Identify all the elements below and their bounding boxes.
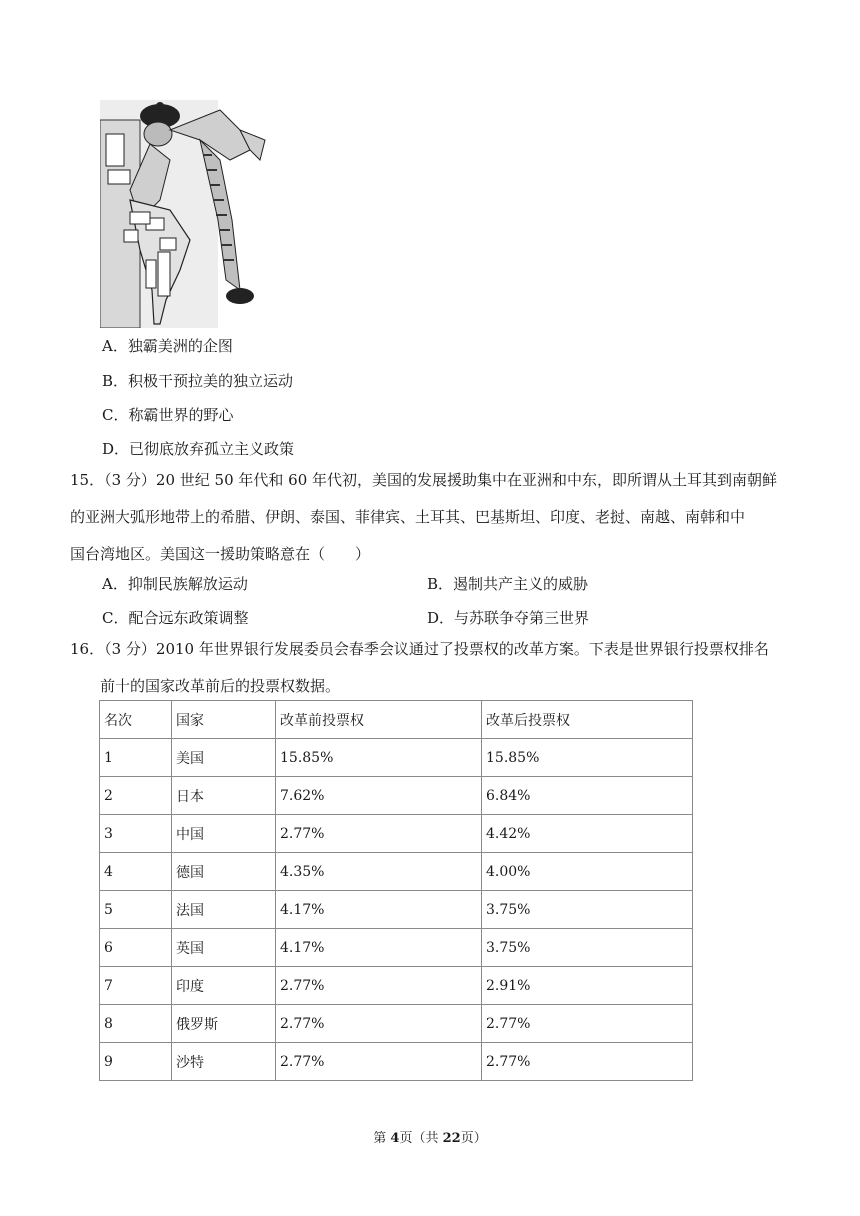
table-header-row (100, 701, 693, 739)
country-cell: 印度 (172, 967, 276, 1005)
rank-cell: 8 (100, 1005, 172, 1043)
table-row (100, 815, 693, 853)
after-cell: 2.77% (482, 1043, 693, 1081)
country-cell: 英国 (172, 929, 276, 967)
q14-option-a: A．独霸美洲的企图 (102, 337, 233, 355)
table-row (100, 891, 693, 929)
voting-rights-table (99, 700, 693, 1081)
table-row (100, 929, 693, 967)
before-cell: 4.17% (276, 929, 482, 967)
table-row (100, 1005, 693, 1043)
rank-cell: 2 (100, 777, 172, 815)
before-cell: 2.77% (276, 1005, 482, 1043)
q15-option-b: B．遏制共产主义的威胁 (427, 575, 589, 593)
footer-post: 页） (460, 1131, 487, 1146)
footer-pre: 第 (373, 1131, 391, 1146)
table-row (100, 1043, 693, 1081)
footer-total-pages: 22 (442, 1131, 461, 1146)
after-cell: 4.42% (482, 815, 693, 853)
after-cell: 3.75% (482, 929, 693, 967)
question-15 (70, 462, 780, 573)
after-cell: 15.85% (482, 739, 693, 777)
before-cell: 4.17% (276, 891, 482, 929)
table-row (100, 739, 693, 777)
rank-cell: 1 (100, 739, 172, 777)
before-cell: 15.85% (276, 739, 482, 777)
rank-cell: 3 (100, 815, 172, 853)
question-16 (70, 631, 780, 705)
rank-cell: 9 (100, 1043, 172, 1081)
rank-cell: 6 (100, 929, 172, 967)
before-cell: 2.77% (276, 815, 482, 853)
before-cell: 2.77% (276, 967, 482, 1005)
footer-mid: 页（共 (399, 1131, 443, 1146)
after-cell: 3.75% (482, 891, 693, 929)
before-cell: 4.35% (276, 853, 482, 891)
q15-line-2: 的亚洲大弧形地带上的希腊、伊朗、泰国、菲律宾、土耳其、巴基斯坦、印度、老挝、南越、南韩和中 (70, 508, 746, 526)
table-row (100, 853, 693, 891)
country-cell: 德国 (172, 853, 276, 891)
country-cell: 俄罗斯 (172, 1005, 276, 1043)
header-rank: 名次 (100, 701, 172, 739)
header-before: 改革前投票权 (276, 701, 482, 739)
table-row (100, 777, 693, 815)
cartoon-image (100, 100, 272, 328)
rank-cell: 5 (100, 891, 172, 929)
after-cell: 2.77% (482, 1005, 693, 1043)
footer-page-number: 4 (390, 1131, 400, 1146)
after-cell: 4.00% (482, 853, 693, 891)
q16-line-1: 16．（3 分）2010 年世界银行发展委员会春季会议通过了投票权的改革方案。下表是世界银行投票权排名 (70, 640, 769, 658)
before-cell: 2.77% (276, 1043, 482, 1081)
country-cell: 中国 (172, 815, 276, 853)
country-cell: 日本 (172, 777, 276, 815)
q16-line-2: 前十的国家改革前后的投票权数据。 (100, 677, 341, 695)
q15-option-c: C．配合远东政策调整 (102, 609, 249, 627)
header-country: 国家 (172, 701, 276, 739)
country-cell: 沙特 (172, 1043, 276, 1081)
q15-line-1: 15．（3 分）20 世纪 50 年代和 60 年代初，美国的发展援助集中在亚洲和中东，即所谓从土耳其到南朝鲜 (70, 471, 778, 489)
before-cell: 7.62% (276, 777, 482, 815)
q15-option-d: D．与苏联争夺第三世界 (427, 609, 590, 627)
table-row (100, 967, 693, 1005)
after-cell: 6.84% (482, 777, 693, 815)
q15-line-3: 国台湾地区。美国这一援助策略意在（ ） (70, 545, 371, 563)
rank-cell: 7 (100, 967, 172, 1005)
page-footer (0, 1127, 860, 1146)
header-after: 改革后投票权 (482, 701, 693, 739)
country-cell: 法国 (172, 891, 276, 929)
rank-cell: 4 (100, 853, 172, 891)
q14-option-c: C．称霸世界的野心 (102, 406, 234, 424)
q15-option-a: A．抑制民族解放运动 (102, 575, 248, 593)
q14-option-b: B．积极干预拉美的独立运动 (102, 372, 294, 390)
after-cell: 2.91% (482, 967, 693, 1005)
country-cell: 美国 (172, 739, 276, 777)
q14-option-d: D．已彻底放弃孤立主义政策 (102, 440, 295, 458)
